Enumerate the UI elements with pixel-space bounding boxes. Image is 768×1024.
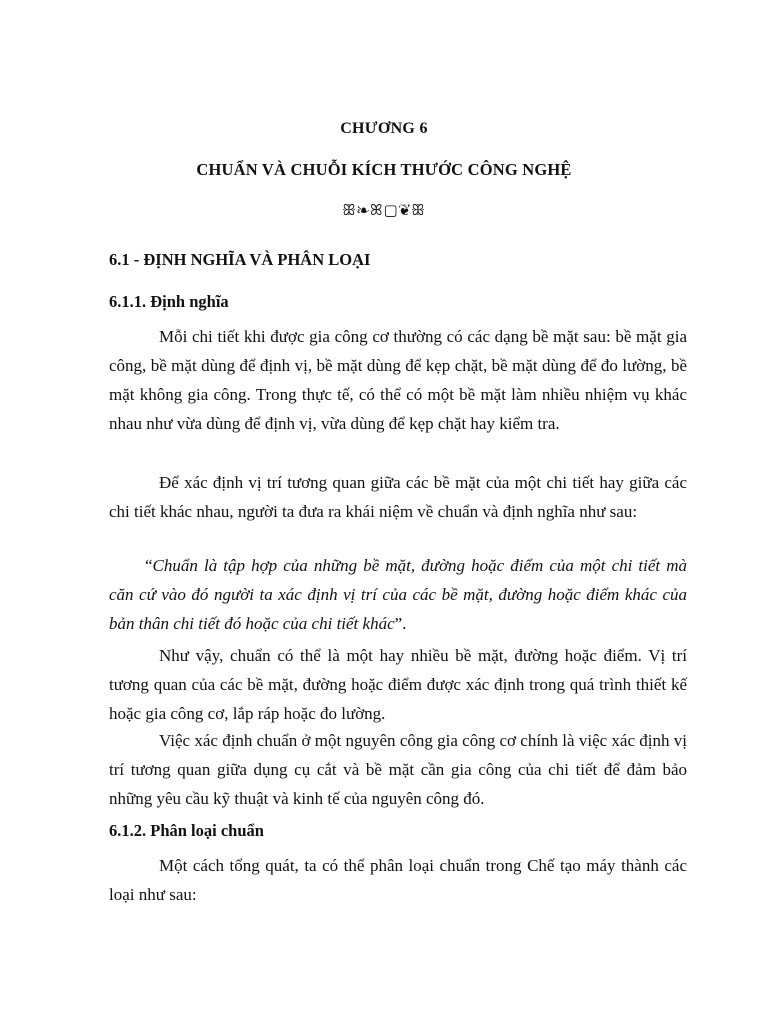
quote-text: Chuẩn là tập hợp của những bề mặt, đường hoặc điểm của một chi tiết mà căn cứ vào đó người ta xác định vị trí của các bề mặt, đường hoặc điểm khác của bản thân chi tiết đó hoặc của chi tiết khác — [109, 556, 687, 633]
chapter-label: CHƯƠNG 6 — [340, 120, 428, 137]
quote-close: ”. — [394, 614, 407, 633]
section-heading: 6.1 - ĐỊNH NGHĨA VÀ PHÂN LOẠI — [109, 250, 371, 269]
ornament-divider-icon: ꕥ❧ꕤ▢❦ꕥ — [342, 203, 426, 219]
quote-open: “ — [145, 556, 153, 575]
subsection-heading-classification: 6.1.2. Phân loại chuẩn — [109, 821, 264, 840]
paragraph-classification: Một cách tổng quát, ta có thể phân loại chuẩn trong Chế tạo máy thành các loại như sau: — [109, 856, 687, 904]
paragraph-surfaces: Mỗi chi tiết khi được gia công cơ thường có các dạng bề mặt sau: bề mặt gia công, bề mặt dùng để định vị, bề mặt dùng để kẹp chặt, bề mặt dùng để đo lường, bề mặt không gia công. Trong thực tế, có thể có một bề mặt làm nhiều nhiệm vụ khác nhau như vừa dùng để định vị, vừa dùng để kẹp chặt hay kiểm tra. — [109, 327, 687, 433]
subsection-heading-definition: 6.1.1. Định nghĩa — [109, 292, 229, 311]
chapter-title: CHUẨN VÀ CHUỖI KÍCH THƯỚC CÔNG NGHỆ — [196, 160, 572, 179]
paragraph-datum-types: Như vậy, chuẩn có thể là một hay nhiều bề mặt, đường hoặc điểm. Vị trí tương quan của các bề mặt, đường hoặc điểm được xác định trong quá trình thiết kế hoặc gia công cơ, lắp ráp hoặc đo lường. — [109, 646, 687, 723]
paragraph-concept: Để xác định vị trí tương quan giữa các bề mặt của một chi tiết hay giữa các chi tiết khác nhau, người ta đưa ra khái niệm về chuẩn và định nghĩa như sau: — [109, 473, 687, 521]
quote-definition — [109, 551, 687, 638]
paragraph-datum-selection: Việc xác định chuẩn ở một nguyên công gia công cơ chính là việc xác định vị trí tương quan giữa dụng cụ cắt và bề mặt cần gia công của chi tiết để đảm bảo những yêu cầu kỹ thuật và kinh tế của nguyên công đó. — [109, 731, 687, 808]
